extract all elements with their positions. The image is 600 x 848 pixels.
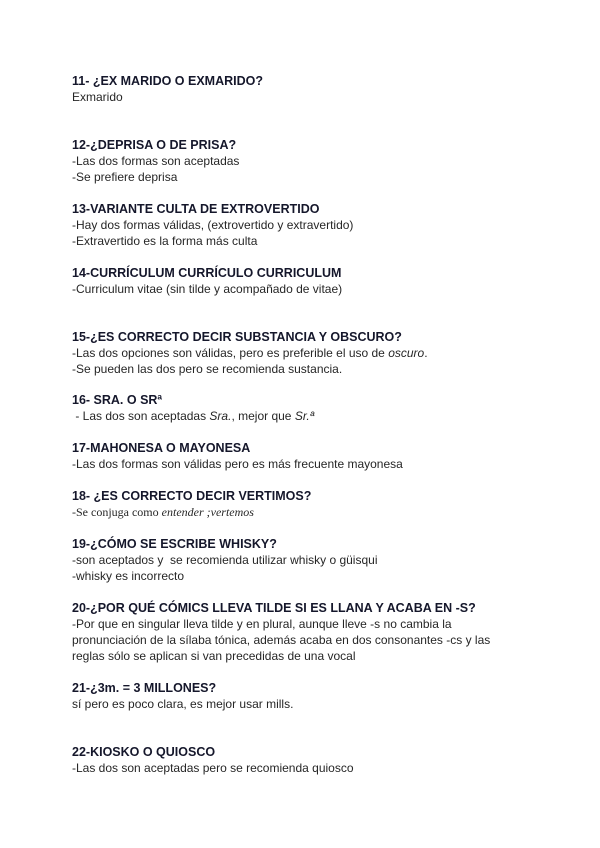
answer-line: reglas sólo se aplican si van precedidas de una vocal (72, 649, 356, 663)
section-title: 12-¿DEPRISA O DE PRISA? (72, 138, 237, 152)
answer-line: -Extravertido es la forma más culta (72, 234, 258, 248)
answer-italic-word: oscuro (388, 346, 425, 360)
answer-line: -Por que en singular lleva tilde y en plural, aunque lleve -s no cambia la (72, 617, 452, 631)
answer-line: -Las dos formas son válidas pero es más frecuente mayonesa (72, 457, 403, 471)
section-title: 13-VARIANTE CULTA DE EXTROVERTIDO (72, 202, 320, 216)
answer-text: . (424, 346, 428, 360)
section-22 (72, 744, 542, 776)
answer-text: , mejor que (231, 409, 295, 423)
answer-text: - Las dos son aceptadas (72, 409, 210, 423)
answer-text: -Se conjuga como (72, 505, 162, 519)
section-13 (72, 201, 542, 249)
answer-line (72, 345, 542, 361)
answer-line (72, 504, 542, 520)
section-title: 17-MAHONESA O MAYONESA (72, 441, 251, 455)
section-17 (72, 440, 542, 472)
answer-line: -Se pueden las dos pero se recomienda sustancia. (72, 362, 343, 376)
section-title: 14-CURRÍCULUM CURRÍCULO CURRICULUM (72, 266, 342, 280)
section-21 (72, 680, 542, 712)
answer-line: Exmarido (72, 90, 123, 104)
answer-line: -Se prefiere deprisa (72, 170, 178, 184)
answer-line: -Curriculum vitae (sin tilde y acompañado de vitae) (72, 282, 343, 296)
section-title: 22-KIOSKO O QUIOSCO (72, 745, 216, 759)
answer-italic-word: Sr.ª (294, 409, 315, 423)
answer-line: -Las dos son aceptadas pero se recomienda quiosco (72, 761, 354, 775)
answer-line (72, 408, 542, 424)
section-19 (72, 536, 542, 584)
section-12 (72, 137, 542, 185)
section-title: 21-¿3m. = 3 MILLONES? (72, 681, 217, 695)
section-20 (72, 600, 542, 664)
answer-line: sí pero es poco clara, es mejor usar mills. (72, 697, 294, 711)
section-18 (72, 488, 542, 520)
section-15 (72, 329, 542, 377)
answer-text: -Las dos opciones son válidas, pero es preferible el uso de (72, 346, 389, 360)
section-title: 16- SRA. O SRª (72, 393, 163, 407)
answer-line: -Las dos formas son aceptadas (72, 154, 240, 168)
section-title: 20-¿POR QUÉ CÓMICS LLEVA TILDE SI ES LLANA Y ACABA EN -S? (72, 601, 476, 615)
answer-italic-word: entender (161, 505, 204, 519)
section-title: 19-¿CÓMO SE ESCRIBE WHISKY? (72, 537, 277, 551)
answer-line: pronunciación de la sílaba tónica, además acaba en dos consonantes -cs y las (72, 633, 491, 647)
answer-line: -son aceptados y se recomienda utilizar whisky o güisqui (72, 553, 378, 567)
section-14 (72, 265, 542, 297)
section-title: 11- ¿EX MARIDO O EXMARIDO? (72, 74, 263, 88)
answer-line: -whisky es incorrecto (72, 569, 185, 583)
section-title: 18- ¿ES CORRECTO DECIR VERTIMOS? (72, 489, 312, 503)
section-title: 15-¿ES CORRECTO DECIR SUBSTANCIA Y OBSCURO? (72, 330, 402, 344)
answer-italic-word: ;vertemos (203, 505, 254, 519)
answer-line: -Hay dos formas válidas, (extrovertido y extravertido) (72, 218, 354, 232)
answer-italic-word: Sra. (209, 409, 232, 423)
section-16 (72, 392, 542, 424)
section-11 (72, 73, 542, 105)
